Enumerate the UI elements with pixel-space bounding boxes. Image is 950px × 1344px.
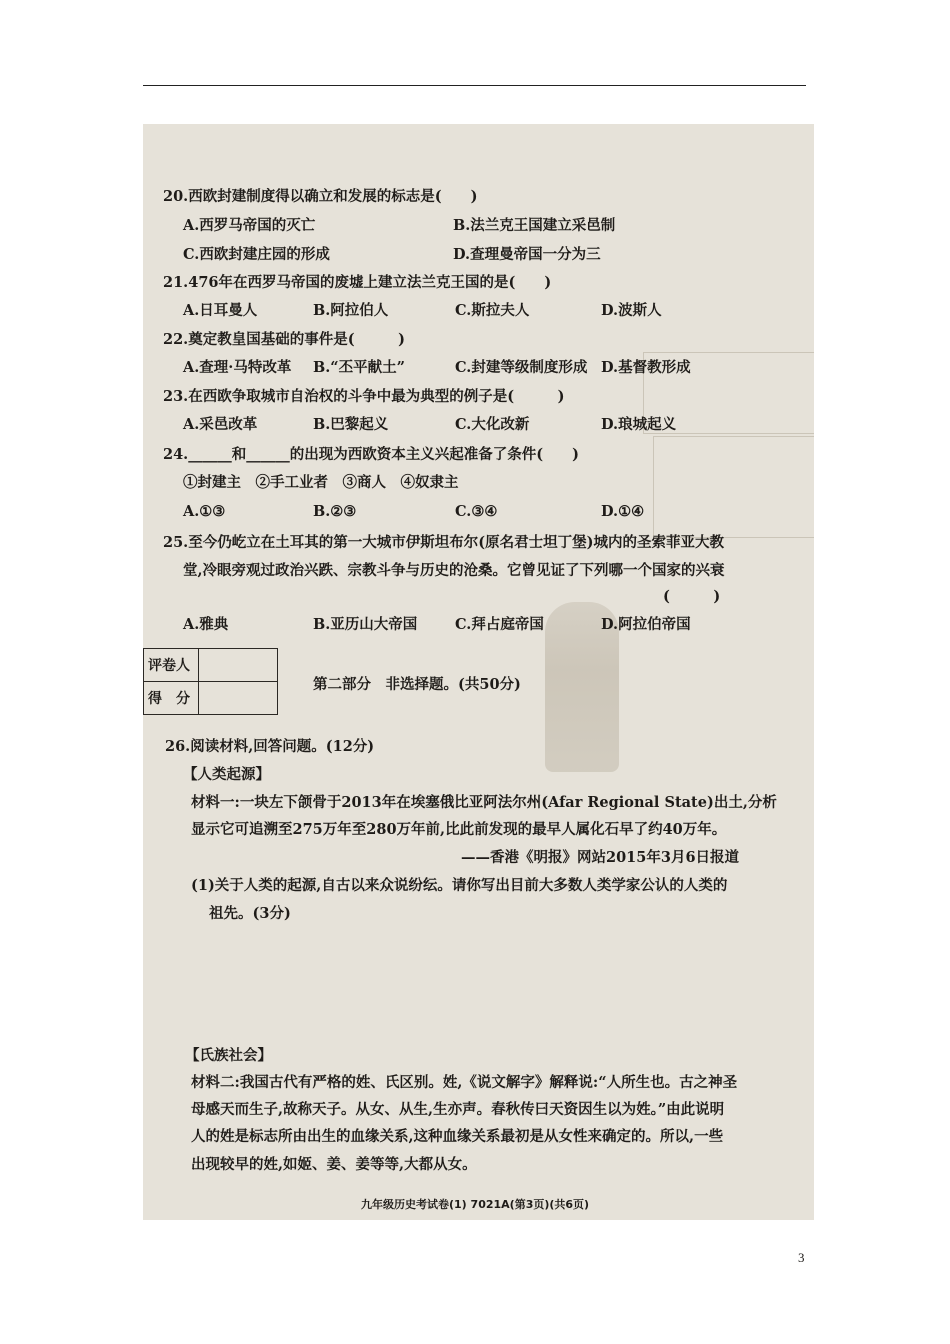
q26-question1-line1: (1)关于人类的起源,自古以来众说纷纭。请你写出目前大多数人类学家公认的人类的 <box>191 877 728 894</box>
part2-title: 第二部分 非选择题。(共50分) <box>313 676 521 693</box>
q24-stem: 24.______和______的出现为西欧资本主义兴起准备了条件( ) <box>163 446 579 463</box>
q26-material2-line3: 人的姓是标志所由出生的血缘关系,这种血缘关系最初是从女性来确定的。所以,一些 <box>191 1128 724 1145</box>
q26-material2-line4: 出现较早的姓,如姬、姜、姜等等,大都从女。 <box>191 1156 477 1173</box>
q21-option-b: B.阿拉伯人 <box>313 302 389 319</box>
q23-option-c: C.大化改新 <box>455 416 530 433</box>
q26-material2-line1: 材料二:我国古代有严格的姓、氏区别。姓,《说文解字》解释说:“人所生也。古之神圣 <box>191 1074 738 1091</box>
q20-option-c: C.西欧封建庄园的形成 <box>183 246 330 263</box>
score-label: 得 分 <box>144 682 199 715</box>
q23-option-a: A.采邑改革 <box>183 416 258 433</box>
q20-option-d: D.查理曼帝国一分为三 <box>453 246 601 263</box>
q25-option-b: B.亚历山大帝国 <box>313 616 418 633</box>
q25-stem-line2: 堂,冷眼旁观过政治兴跌、宗教斗争与历史的沧桑。它曾见证了下列哪一个国家的兴衰 <box>183 562 725 579</box>
scanned-exam-page <box>143 124 814 1220</box>
reviewer-label: 评卷人 <box>144 649 199 682</box>
q21-option-c: C.斯拉夫人 <box>455 302 530 319</box>
grader-score-box <box>143 648 278 715</box>
q24-items: ①封建主 ②手工业者 ③商人 ④奴隶主 <box>183 474 459 491</box>
q21-option-a: A.日耳曼人 <box>183 302 258 319</box>
q26-section-human-origin: 【人类起源】 <box>183 766 270 783</box>
q20-option-b: B.法兰克王国建立采邑制 <box>453 217 616 234</box>
q22-option-b: B.“丕平献土” <box>313 359 405 376</box>
score-field[interactable] <box>199 682 278 715</box>
q23-option-d: D.琅城起义 <box>601 416 677 433</box>
reviewer-field[interactable] <box>199 649 278 682</box>
q26-question1-line2: 祖先。(3分) <box>209 905 291 922</box>
q25-option-c: C.拜占庭帝国 <box>455 616 544 633</box>
top-rule <box>143 85 806 86</box>
q24-option-a: A.①③ <box>183 503 226 520</box>
q26-stem: 26.阅读材料,回答问题。(12分) <box>165 738 375 755</box>
q22-stem: 22.奠定教皇国基础的事件是( ) <box>163 331 405 348</box>
q24-option-c: C.③④ <box>455 503 498 520</box>
q21-stem: 21.476年在西罗马帝国的废墟上建立法兰克王国的是( ) <box>163 274 552 291</box>
q20-stem: 20.西欧封建制度得以确立和发展的标志是( ) <box>163 188 478 205</box>
page-number: 3 <box>798 1250 805 1265</box>
q26-section-clan-society: 【氏族社会】 <box>185 1047 272 1064</box>
q22-option-c: C.封建等级制度形成 <box>455 359 588 376</box>
exam-footer: 九年级历史考试卷(1) 7021A(第3页)(共6页) <box>361 1198 590 1211</box>
q22-option-a: A.查理·马特改革 <box>183 359 292 376</box>
q22-option-d: D.基督教形成 <box>601 359 691 376</box>
q25-option-a: A.雅典 <box>183 616 229 633</box>
bleed-through-box <box>653 436 814 538</box>
q21-option-d: D.波斯人 <box>601 302 662 319</box>
q26-material1-line2: 显示它可追溯至275万年至280万年前,比此前发现的最早人属化石早了约40万年。 <box>191 821 727 838</box>
q23-option-b: B.巴黎起义 <box>313 416 389 433</box>
q20-option-a: A.西罗马帝国的灭亡 <box>183 217 316 234</box>
q23-stem: 23.在西欧争取城市自治权的斗争中最为典型的例子是( ) <box>163 388 565 405</box>
q25-answer-paren: ( ) <box>663 588 721 605</box>
q26-material2-line2: 母感天而生子,故称天子。从女、从生,生亦声。春秋传曰天资因生以为姓。”由此说明 <box>191 1101 725 1118</box>
q24-option-d: D.①④ <box>601 503 645 520</box>
q24-option-b: B.②③ <box>313 503 357 520</box>
q25-stem-line1: 25.至今仍屹立在土耳其的第一大城市伊斯坦布尔(原名君士坦丁堡)城内的圣索菲亚大教 <box>163 534 724 551</box>
q26-material1-line1: 材料一:一块左下颌骨于2013年在埃塞俄比亚阿法尔州(Afar Regional State)出土,分析 <box>191 794 777 811</box>
q26-material1-source: ——香港《明报》网站2015年3月6日报道 <box>461 849 740 866</box>
q25-option-d: D.阿拉伯帝国 <box>601 616 691 633</box>
